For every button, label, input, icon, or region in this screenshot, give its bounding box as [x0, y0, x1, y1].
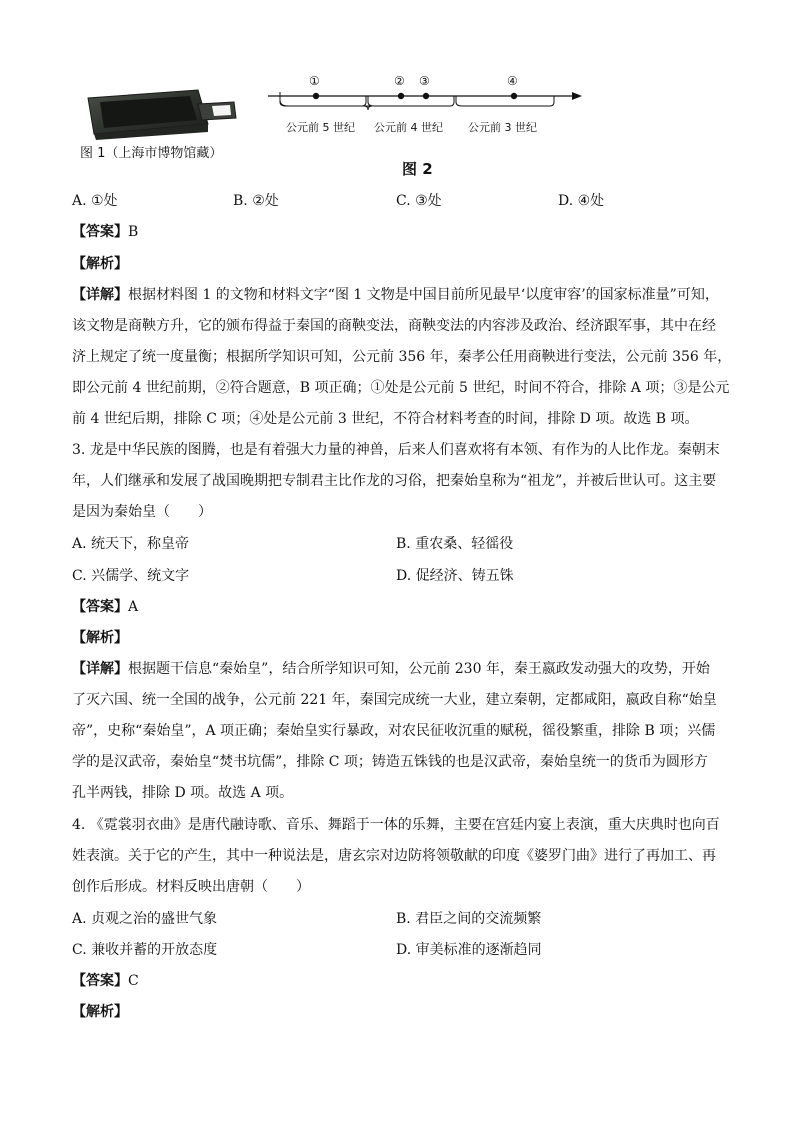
detail-tag: 【详解】 — [72, 287, 128, 303]
q3-detail-line-2: 了灭六国、统一全国的战争，公元前 221 年，秦国完成统一大业，建立秦朝，定都咸阳，嬴政自称“始皇 — [72, 692, 717, 708]
figure-2-timeline — [260, 70, 590, 140]
q4-stem-line-2: 姓表演。关于它的产生，其中一种说法是，唐玄宗对边防将领敬献的印度《婆罗门曲》进行了再加工、再 — [72, 848, 716, 864]
q3-answer — [72, 597, 724, 617]
q2-detail-line-4: 即公元前 4 世纪前期，②符合题意，B 项正确；①处是公元前 5 世纪，时间不符合，排除 A 项；③是公元 — [72, 380, 730, 396]
answer-value: A — [128, 599, 139, 615]
q4-option-b: B. 君臣之间的交流频繁 — [396, 911, 542, 927]
q2-option-b: B. ②处 — [233, 193, 279, 209]
q4-option-d: D. 审美标准的逐渐趋同 — [396, 942, 542, 958]
timeline-marker-2: ② — [394, 74, 405, 88]
q2-answer — [72, 222, 724, 242]
q3-detail-line-3: 帝”，史称“秦始皇”，A 项正确；秦始皇实行暴政，对农民征收沉重的赋税，徭役繁重，排除 B 项；兴儒 — [72, 723, 716, 739]
q2-detail-line-1 — [72, 285, 724, 305]
timeline-segment-2: 公元前 4 世纪 — [374, 121, 443, 134]
q3-analysis-tag: 【解析】 — [72, 630, 128, 646]
timeline-segment-1: 公元前 5 世纪 — [286, 121, 355, 134]
detail-text: 根据题干信息“秦始皇”，结合所学知识可知，公元前 230 年，秦王嬴政发动强大的攻势，开始 — [128, 661, 710, 677]
q3-stem-line-2: 年，人们继承和发展了战国晚期把专制君主比作龙的习俗，把秦始皇称为“祖龙”，并被后世认可。这主要 — [72, 473, 717, 489]
q2-option-d: D. ④处 — [558, 193, 605, 209]
q2-detail-line-5: 前 4 世纪后期，排除 C 项；④处是公元前 3 世纪，不符合材料考查的时间，排除 D 项。故选 B 项。 — [72, 411, 699, 427]
detail-tag: 【详解】 — [72, 661, 128, 677]
answer-value: C — [128, 973, 139, 989]
timeline-marker-3: ③ — [419, 74, 430, 88]
q3-option-c: C. 兴儒学、统文字 — [72, 568, 190, 584]
q2-detail-line-3: 济上规定了统一度量衡；根据所学知识可知，公元前 356 年，秦孝公任用商鞅进行变法，公元前 356 年， — [72, 349, 732, 365]
answer-tag: 【答案】 — [72, 599, 128, 615]
q3-option-a: A. 统天下，称皇帝 — [72, 536, 190, 552]
timeline-dot-3 — [423, 93, 429, 99]
bronze-measure-image — [84, 84, 240, 144]
q3-detail-line-4: 学的是汉武帝，秦始皇“焚书坑儒”，排除 C 项；铸造五铢钱的也是汉武帝，秦始皇统一的货币为圆形方 — [72, 754, 708, 770]
timeline-dot-1 — [313, 93, 319, 99]
timeline-dot-4 — [511, 93, 517, 99]
figure-2-caption: 图 2 — [402, 160, 433, 178]
answer-tag: 【答案】 — [72, 973, 128, 989]
detail-text: 根据材料图 1 的文物和材料文字“图 1 文物是中国目前所见最早‘以度审容’的国家标准量”可知， — [128, 287, 719, 303]
timeline-marker-1: ① — [309, 74, 320, 88]
timeline-marker-4: ④ — [507, 74, 518, 88]
q3-option-d: D. 促经济、铸五铢 — [396, 568, 514, 584]
q3-stem-line-1: 3. 龙是中华民族的图腾，也是有着强大力量的神兽，后来人们喜欢将有本领、有作为的人比作龙。秦朝末 — [72, 442, 720, 458]
answer-value: B — [128, 224, 139, 240]
q2-detail-line-2: 该文物是商鞅方升，它的颁布得益于秦国的商鞅变法，商鞅变法的内容涉及政治、经济跟军事，其中在经 — [72, 318, 716, 334]
q4-option-c: C. 兼收并蓄的开放态度 — [72, 942, 218, 958]
q4-stem-line-3: 创作后形成。材料反映出唐朝（ ） — [72, 879, 310, 895]
q3-detail-line-1 — [72, 659, 724, 679]
q3-stem-line-3: 是因为秦始皇（ ） — [72, 504, 212, 520]
q4-stem-line-1: 4. 《霓裳羽衣曲》是唐代融诗歌、音乐、舞蹈于一体的乐舞，主要在宫廷内宴上表演，重大庆典时也向百 — [72, 817, 720, 833]
timeline-segment-3: 公元前 3 世纪 — [468, 121, 537, 134]
figure-1 — [84, 84, 240, 144]
q4-answer — [72, 971, 724, 991]
q4-analysis-tag: 【解析】 — [72, 1004, 128, 1020]
q2-analysis-tag: 【解析】 — [72, 256, 128, 272]
q3-detail-line-5: 孔半两钱，排除 D 项。故选 A 项。 — [72, 785, 294, 801]
timeline-dot-2 — [398, 93, 404, 99]
answer-tag: 【答案】 — [72, 224, 128, 240]
q2-option-c: C. ③处 — [396, 193, 442, 209]
q2-option-a: A. ①处 — [72, 193, 118, 209]
figure-1-caption: 图 1（上海市博物馆藏） — [80, 146, 223, 161]
q3-option-b: B. 重农桑、轻徭役 — [396, 536, 514, 552]
q4-option-a: A. 贞观之治的盛世气象 — [72, 911, 218, 927]
